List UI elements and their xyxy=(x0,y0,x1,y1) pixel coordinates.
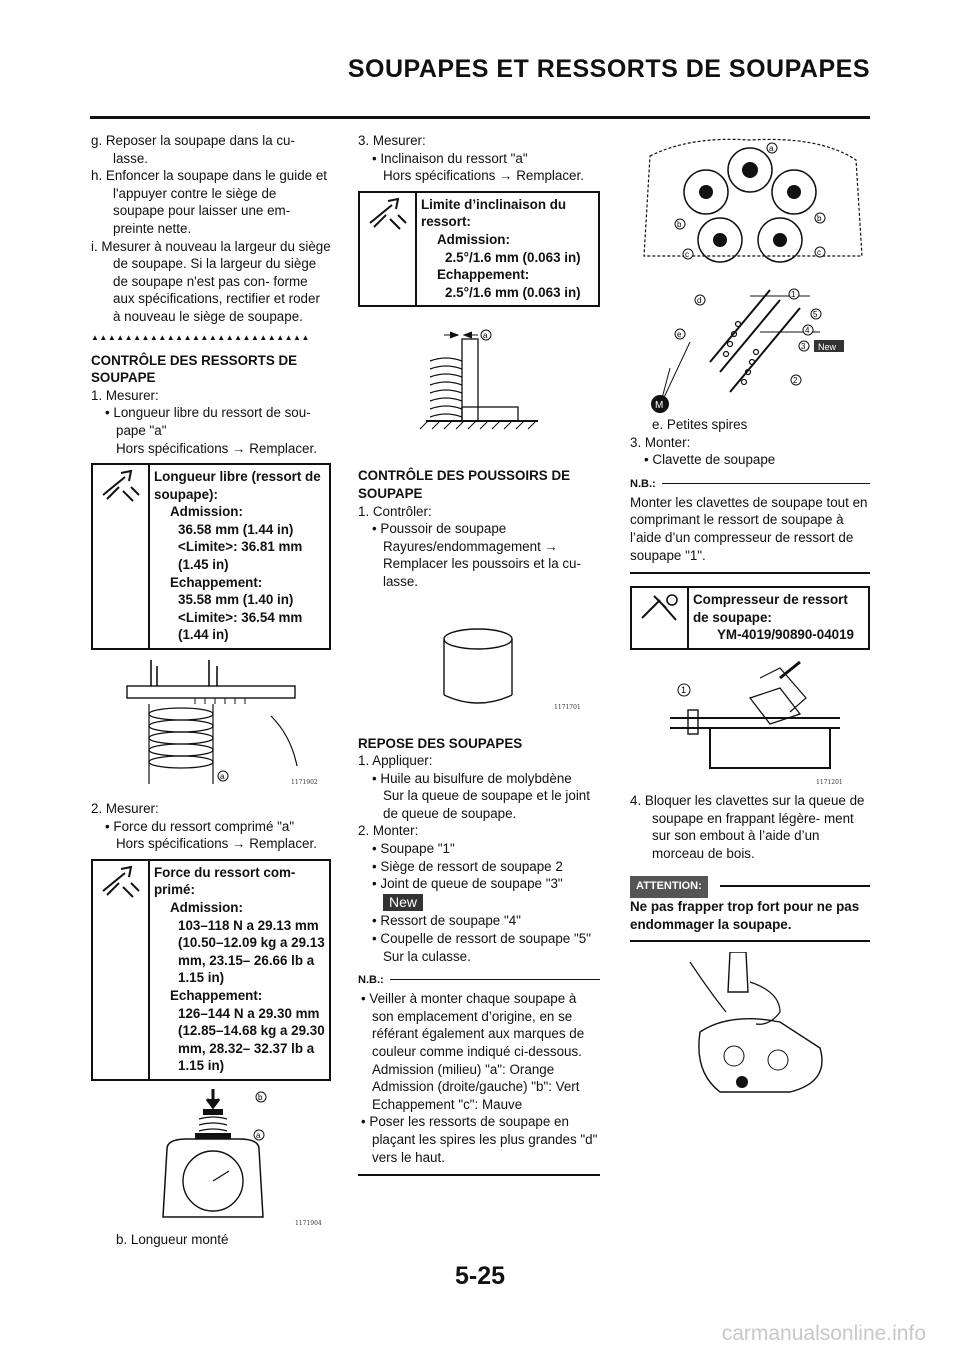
fig1-code: 1171902 xyxy=(291,779,318,787)
section-title-repose: REPOSE DES SOUPAPES xyxy=(358,735,523,751)
nb-item: Echappement "c": Mauve xyxy=(372,1096,523,1112)
step-i: i. Mesurer à nouveau la largeur du siège de soupape. Si la largeur du siège de soupape n'est pas con- forme aux spécifications, rectifier et roder à nouveau le siège de soupape. xyxy=(91,238,331,324)
nb-item: Admission (milieu) "a": Orange xyxy=(372,1061,555,1077)
spec2-title: Force du ressort com- primé: xyxy=(154,864,296,898)
fig6-label-M: M xyxy=(655,400,664,411)
attention-box xyxy=(630,876,870,941)
fig6-label-1: 1 xyxy=(791,290,796,299)
fig6-label-5: 5 xyxy=(813,310,818,319)
wrench-icon xyxy=(93,861,150,1079)
spec-box-force xyxy=(91,859,331,1081)
compressor-figure xyxy=(630,658,870,784)
spring-tilt-figure xyxy=(358,321,600,459)
compressor-tool-icon xyxy=(632,588,689,648)
spec1-title: Longueur libre (ressort de soupape): xyxy=(154,469,321,502)
step-2-bullet: • Force du ressort comprimé "a" xyxy=(105,818,295,834)
fig6-new-badge: New xyxy=(818,342,837,352)
spec-box-tilt xyxy=(358,191,600,308)
scale-figure xyxy=(91,1089,331,1229)
tappet-figure xyxy=(358,595,600,729)
mont-2-item: • Siège de ressort de soupape 2 xyxy=(372,858,563,874)
spec3-adm-val: 2.5°/1.6 mm (0.063 in) xyxy=(445,249,581,265)
header-rule xyxy=(90,116,870,119)
fig5-label-a: a xyxy=(769,144,774,153)
step-3: 3. Mesurer: xyxy=(358,133,426,148)
watermark: carmanualsonline.info xyxy=(721,1322,926,1345)
step-4: 4. Bloquer les clavettes sur la queue de soupape en frappant légère- ment sur son embout à l’aide d’un morceau de bois. xyxy=(630,792,865,861)
valve-assembly-figure xyxy=(630,272,870,416)
spec-box-free-length xyxy=(91,463,331,650)
fig6-label-e: e xyxy=(677,330,682,339)
nb-item: Admission (droite/gauche) "b": Vert xyxy=(372,1079,580,1095)
mont-2-tail: Sur la culasse. xyxy=(383,948,471,964)
nb-item: • Veiller à monter chaque soupape à son emplacement d’origine, en se référant également aux marques de couleur comme indiqué ci-dessous. xyxy=(361,991,585,1059)
compressor-illustration xyxy=(630,658,870,784)
step-1: 1. Mesurer: xyxy=(91,387,159,403)
attention-rule xyxy=(720,885,870,887)
fig3-label-a: a xyxy=(483,331,488,341)
nb-label: N.B.: xyxy=(358,972,390,990)
spec2-ech-val: 126–144 N a 29.30 mm (12.85–14.68 kg a 29.30 mm, 28.32– 32.37 lb a 1.15 in) xyxy=(178,1005,325,1074)
spec4-title: Compresseur de ressort de soupape: xyxy=(693,592,848,625)
spec-box-compressor xyxy=(630,586,870,650)
spec1-ech-lim: <Limite>: 36.54 mm (1.44 in) xyxy=(178,609,303,643)
mont-3-bullet: • Clavette de soupape xyxy=(644,452,776,468)
wrench-icon xyxy=(360,193,417,306)
mont-2-item: • Ressort de soupape "4" xyxy=(372,913,521,929)
attention-label: ATTENTION: xyxy=(630,876,708,898)
caliper-figure xyxy=(91,656,331,794)
spec3-adm: Admission: xyxy=(437,231,510,247)
app-1-bullet: • Huile au bisulfure de molybdène xyxy=(372,770,572,786)
fig7-label-1: 1 xyxy=(681,684,687,695)
cylinder-head-illustration xyxy=(630,136,870,268)
spec2-ech: Echappement: xyxy=(170,987,263,1003)
spec3-ech-val: 2.5°/1.6 mm (0.063 in) xyxy=(445,284,581,300)
step-h: h. Enfoncer la soupape dans le guide et l'appuyer contre le siège de soupape pour laisser une em- preinte nette. xyxy=(91,168,327,236)
spec2-adm: Admission: xyxy=(170,900,243,915)
spring-tilt-illustration xyxy=(358,321,600,459)
tapping-illustration xyxy=(630,952,870,1102)
end-triangles: ▲▲▲▲▲▲▲▲▲▲▲▲▲▲▲▲▲▲▲▲▲▲▲▲▲▲ xyxy=(91,332,310,342)
fig5-label-c: c xyxy=(817,248,821,257)
spec1-adm-lim: <Limite>: 36.81 mm (1.45 in) xyxy=(178,539,303,573)
mont-2-item: • Joint de queue de soupape "3" xyxy=(372,876,563,892)
nb-item: • Poser les ressorts de soupape en plaçant les spires les plus grandes "d" vers le haut. xyxy=(361,1114,598,1165)
fig1-label-a: a xyxy=(220,772,225,782)
cylinder-head-figure xyxy=(630,136,870,268)
spec1-adm: Admission: xyxy=(170,504,243,520)
caption-b: b. Longueur monté xyxy=(116,1231,229,1247)
app-1: 1. Appliquer: xyxy=(358,753,433,769)
fig2-code: 1171904 xyxy=(295,1219,322,1227)
step-1-bullet: • Longueur libre du ressort de sou- pape "a" xyxy=(105,405,311,438)
mont-2-item: • Soupape "1" xyxy=(372,841,455,857)
fig6-label-d: d xyxy=(697,296,702,305)
nb-label: N.B.: xyxy=(630,476,662,494)
spec1-ech-val: 35.58 mm (1.40 in) xyxy=(178,592,294,608)
nb-note-middle xyxy=(358,974,600,1176)
nb-note-right xyxy=(630,477,870,574)
wrench-icon xyxy=(93,465,150,648)
step-2-out: Hors spécifications → Remplacer. xyxy=(116,836,317,852)
app-1-text: Sur la queue de soupape et le joint de queue de soupape. xyxy=(383,788,590,821)
attention-text: Ne pas frapper trop fort pour ne pas endommager la soupape. xyxy=(630,899,860,932)
new-badge: New xyxy=(383,894,423,911)
fig6-label-4: 4 xyxy=(805,326,810,335)
spec4-val: YM-4019/90890-04019 xyxy=(717,627,854,643)
column-middle xyxy=(358,132,600,1184)
fig6-label-3: 3 xyxy=(801,342,806,351)
step-g: g. Reposer la soupape dans la cu- lasse. xyxy=(91,133,295,166)
column-right xyxy=(630,136,870,1102)
spec2-adm-val: 103–118 N a 29.13 mm (10.50–12.09 kg a 29.13 mm, 23.15– 26.66 lb a 1.15 in) xyxy=(178,917,325,986)
step-3-bullet: • Inclinaison du ressort "a" xyxy=(372,150,528,166)
fig2-label-a: a xyxy=(256,1130,261,1140)
caption-e: e. Petites spires xyxy=(652,417,748,432)
step-3-out: Hors spécifications → Remplacer. xyxy=(383,168,584,184)
step-2: 2. Mesurer: xyxy=(91,801,159,817)
nb-text: Monter les clavettes de soupape tout en comprimant le ressort de soupape à l’aide d’un compresseur de ressort de soupape "1". xyxy=(630,494,868,563)
mont-2-item: • Coupelle de ressort de soupape "5" xyxy=(372,931,591,947)
spec3-ech: Echappement: xyxy=(437,267,530,283)
mont-2: 2. Monter: xyxy=(358,823,419,839)
ctrl-1-text: Rayures/endommagement → Remplacer les poussoirs et la cu- lasse. xyxy=(383,538,581,589)
mont-3: 3. Monter: xyxy=(630,434,691,450)
fig2-label-b: b xyxy=(258,1092,263,1102)
section-title-ressorts: CONTRÔLE DES RESSORTS DE SOUPAPE xyxy=(91,352,298,386)
fig5-label-b: b xyxy=(677,220,682,229)
spec1-adm-val: 36.58 mm (1.44 in) xyxy=(178,521,294,537)
fig7-code: 1171201 xyxy=(816,778,843,786)
spec1-ech: Echappement: xyxy=(170,574,263,590)
fig5-label-c: c xyxy=(685,250,689,259)
column-left xyxy=(91,132,331,1249)
ctrl-1: 1. Contrôler: xyxy=(358,503,432,519)
section-title-poussoirs: CONTRÔLE DES POUSSOIRS DE SOUPAPE xyxy=(358,468,571,501)
valve-assembly-illustration xyxy=(630,272,870,416)
tapping-figure xyxy=(630,952,870,1102)
ctrl-1-bullet: • Poussoir de soupape xyxy=(372,521,507,537)
spec3-title: Limite d’inclinaison du ressort: xyxy=(421,196,567,230)
page-number: 5-25 xyxy=(454,1262,506,1290)
spring-scale-illustration xyxy=(91,1089,331,1229)
page-title: SOUPAPES ET RESSORTS DE SOUPAPES xyxy=(347,55,870,83)
step-1-out: Hors spécifications → Remplacer. xyxy=(116,440,317,456)
fig5-label-b: b xyxy=(817,214,822,223)
fig4-code: 1171701 xyxy=(554,703,581,711)
fig6-label-2: 2 xyxy=(793,376,798,385)
